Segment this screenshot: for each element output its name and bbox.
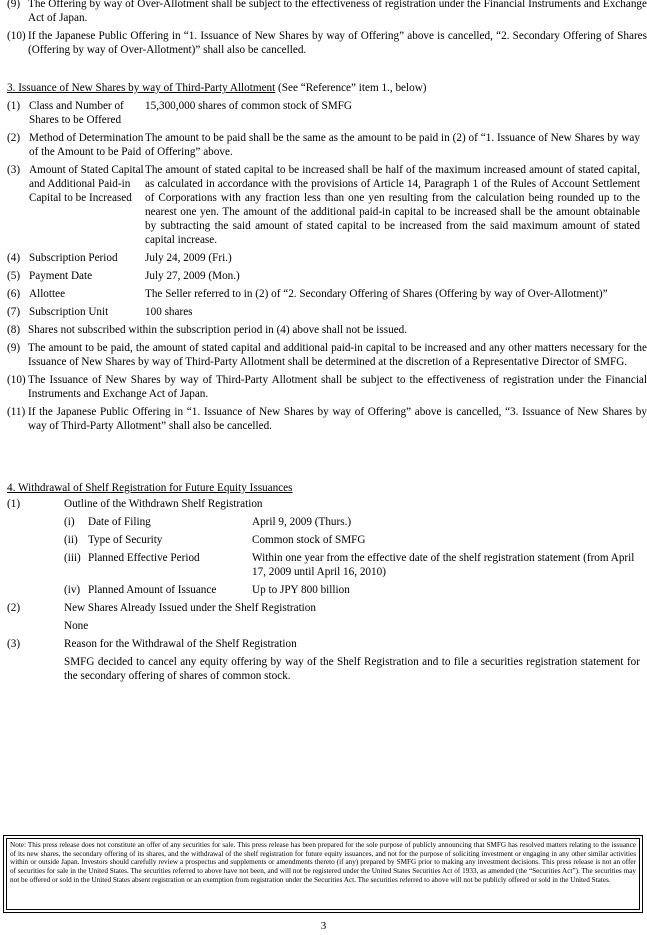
s4-item-1	[0, 497, 647, 511]
s3-row-3	[0, 163, 647, 247]
row-value: 15,300,000 shares of common stock of SMFG	[145, 100, 352, 112]
section-3-title	[7, 81, 647, 95]
item-text: If the Japanese Public Offering in “1. Issuance of New Shares by way of Offering” above is cancelled, “2. Secondary Offering of Shares (Offering by way of Over-Allotment)” shall also be cancelled.	[28, 30, 647, 56]
item-body: None	[64, 620, 89, 632]
s3-row-2	[0, 131, 647, 159]
s3-row-7	[0, 305, 647, 319]
row-value: July 27, 2009 (Mon.)	[145, 270, 240, 282]
disclaimer-note: Note: This press release does not constitute an offer of any securities for sale. This press release has been prepared for the sole purpose of publicly announcing that SMFG has resolved matters relating to the issuance of its new shares, the secondary offering of its shares, and the withdrawal of the shelf registration for future equity issuances, and not for the purpose of soliciting investment or engaging in any other similar activities within or outside Japan. Investors should carefully review a prospectus and supplements or amendments thereto (if any) prepared by SMFG prior to making any investment decisions. This press release is not an offer of securities for sale in the United States. The securities referred to above have not been, and will not be registered under the United States Securities Act of 1933, as amended (the “Securities Act”). The securities may not be offered or sold in the United States absent registration or an exemption from registration under the Securities Act. The securities referred to above will not be publicly offered or sold in the United States.	[6, 838, 640, 910]
section-3-heading: 3. Issuance of New Shares by way of Third-Party Allotment	[7, 82, 276, 94]
s4-sub-iv	[0, 583, 647, 597]
row-label: Subscription Unit	[29, 306, 109, 318]
section-3	[0, 81, 647, 433]
item-number: (10)	[7, 374, 26, 386]
item-number: (2)	[7, 602, 21, 614]
row-number: (6)	[7, 288, 21, 300]
item-text: If the Japanese Public Offering in “1. Issuance of New Shares by way of Offering” above is cancelled, “3. Issuance of New Shares by way of Third-Party Allotment” shall also be cancelled.	[28, 406, 647, 432]
item-text: The amount to be paid, the amount of stated capital and additional paid-in capital to be increased and any other matters necessary for the Issuance of New Shares by way of Third-Party Allotment shall be determined at the discretion of a Representative Director of SMFG.	[28, 342, 647, 368]
s3-item-9	[0, 341, 647, 369]
sub-label: Date of Filing	[88, 516, 151, 528]
row-label: Payment Date	[29, 270, 93, 282]
row-value: The amount to be paid shall be the same as the amount to be paid in (2) of “1. Issuance of New Shares by way of Offering” above.	[145, 132, 640, 158]
sub-number: (iii)	[64, 552, 81, 564]
s4-sub-iii	[0, 551, 647, 579]
row-number: (2)	[7, 132, 21, 144]
row-number: (4)	[7, 252, 21, 264]
s3-item-8	[0, 323, 647, 337]
sub-label: Type of Security	[88, 534, 163, 546]
sub-value: Common stock of SMFG	[252, 534, 366, 546]
item-number: (11)	[7, 406, 26, 418]
item-number: (9)	[7, 342, 21, 354]
item-text: The Offering by way of Over-Allotment shall be subject to the effectiveness of registration under the Financial Instruments and Exchange Act of Japan.	[28, 0, 647, 24]
sub-number: (i)	[64, 516, 75, 528]
row-label: Subscription Period	[29, 252, 118, 264]
page-number: 3	[320, 920, 327, 932]
section-3-reference: (See “Reference” item 1., below)	[275, 82, 427, 94]
sub-label: Planned Effective Period	[88, 552, 200, 564]
s4-sub-ii	[0, 533, 647, 547]
row-label: Method of Determination of the Amount to be Paid	[29, 132, 144, 158]
item-body: SMFG decided to cancel any equity offering by way of the Shelf Registration and to file a securities registration statement for the secondary offering of shares of common stock.	[64, 656, 640, 682]
item-number: (1)	[7, 498, 21, 510]
s4-item-2	[0, 601, 647, 615]
s4-item-2-body	[0, 619, 647, 633]
sub-number: (iv)	[64, 584, 81, 596]
item-heading: New Shares Already Issued under the Shelf Registration	[64, 602, 316, 614]
sub-value: Within one year from the effective date of the shelf registration statement (from April 17, 2009 until April 16, 2010)	[252, 552, 635, 578]
row-number: (3)	[7, 164, 21, 176]
section-4-heading: 4. Withdrawal of Shelf Registration for Future Equity Issuances	[7, 482, 293, 494]
section-4-title	[7, 481, 647, 495]
row-label: Amount of Stated Capital and Additional Paid-in Capital to be Increased	[29, 164, 144, 204]
item-text: Shares not subscribed within the subscription period in (4) above shall not be issued.	[28, 324, 408, 336]
item-9-over-allotment	[0, 0, 647, 25]
s3-item-10	[0, 373, 647, 401]
item-10-cancellation	[0, 29, 647, 57]
row-value: 100 shares	[145, 306, 193, 318]
sub-label: Planned Amount of Issuance	[88, 584, 217, 596]
item-number: (8)	[7, 324, 21, 336]
item-text: The Issuance of New Shares by way of Third-Party Allotment shall be subject to the effectiveness of registration under the Financial Instruments and Exchange Act of Japan.	[28, 374, 647, 400]
row-number: (1)	[7, 100, 21, 112]
s4-item-3-body	[0, 655, 647, 683]
s4-sub-i	[0, 515, 647, 529]
section-4	[0, 481, 647, 683]
row-value: The amount of stated capital to be increased shall be half of the maximum increased amount of stated capital, as calculated in accordance with the provisions of Article 14, Paragraph 1 of the Rules of Account Settlement of Corporations with any fraction less than one yen resulting from the calculation being rounded up to the nearest one yen. The amount of the additional paid-in capital to be increased shall be the amount obtainable by subtracting the said amount of stated capital to be increased from the said maximum amount of stated capital increase.	[145, 164, 640, 246]
s3-row-5	[0, 269, 647, 283]
top-items	[0, 0, 647, 57]
row-label: Class and Number of Shares to be Offered	[29, 100, 124, 126]
sub-number: (ii)	[64, 534, 78, 546]
s3-row-4	[0, 251, 647, 265]
item-number: (3)	[7, 638, 21, 650]
row-number: (7)	[7, 306, 21, 318]
row-value: The Seller referred to in (2) of “2. Secondary Offering of Shares (Offering by way of Over-Allotment)”	[145, 288, 608, 300]
sub-value: Up to JPY 800 billion	[252, 584, 350, 596]
item-number: (9)	[7, 0, 21, 10]
row-value: July 24, 2009 (Fri.)	[145, 252, 232, 264]
sub-value: April 9, 2009 (Thurs.)	[252, 516, 352, 528]
s4-item-3	[0, 637, 647, 651]
s3-row-6	[0, 287, 647, 301]
s3-item-11	[0, 405, 647, 433]
s3-row-1	[0, 99, 647, 127]
item-heading: Outline of the Withdrawn Shelf Registration	[64, 498, 263, 510]
row-label: Allottee	[29, 288, 66, 300]
item-heading: Reason for the Withdrawal of the Shelf Registration	[64, 638, 297, 650]
row-number: (5)	[7, 270, 21, 282]
item-number: (10)	[7, 30, 26, 42]
